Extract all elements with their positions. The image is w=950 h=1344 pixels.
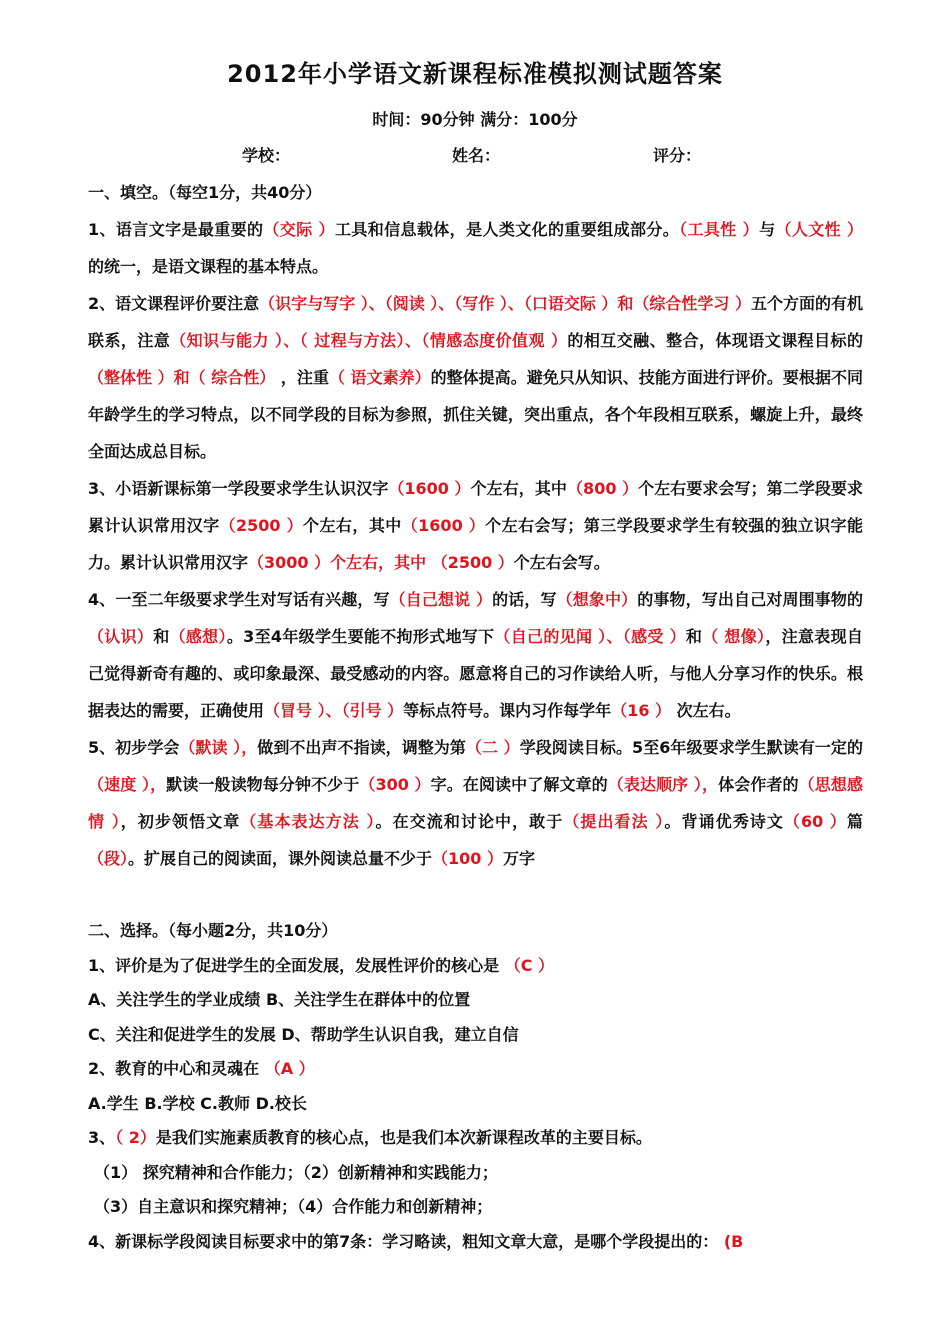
answer: （16 ） bbox=[611, 701, 672, 720]
answer: （ 语文素养） bbox=[328, 368, 431, 387]
fill-question-5: 5、初步学会（默读 ），做到不出声不指读，调整为第（二 ）学段阅读目标。5至6年级要求学生默读有一定的（速度 ），默读一般读物每分钟不少于（300 ）字。在阅读中了解文章的（表达顺序 ），体会作者的（思想感情 ），初步领悟文章（基本表达方法 ）。在交流和讨论中，敢于（提出看法 ）。背诵优秀诗文（60 ）篇（段）。扩展自己的阅读面，课外阅读总量不少于（100 ）万字 bbox=[88, 738, 863, 868]
choice-2-options: A.学生 B.学校 C.教师 D.校长 bbox=[88, 1093, 307, 1113]
answer: （2500 ） bbox=[219, 516, 304, 535]
school-label: 学校： bbox=[242, 146, 291, 165]
choice-1-options-b: C、关注和促进学生的发展 D、帮助学生认识自我，建立自信 bbox=[88, 1024, 519, 1044]
answer: （表达顺序 ）， bbox=[607, 775, 719, 794]
answer: （提出看法 ） bbox=[563, 812, 665, 831]
answer: （想象中） bbox=[556, 590, 638, 609]
answer-content bbox=[88, 174, 863, 1259]
score-label: 评分： bbox=[653, 146, 702, 165]
answer: （1600 ） bbox=[388, 479, 471, 498]
answer: (B bbox=[723, 1231, 744, 1251]
section-choice-heading: 二、选择。（每小题2分，共10分） bbox=[88, 921, 338, 940]
answer: （人文性 ） bbox=[775, 220, 863, 239]
exam-time-score: 时间：90分钟 满分：100分 bbox=[372, 110, 578, 129]
answer: （整体性 ）和（ 综合性） bbox=[88, 368, 276, 387]
answer: （交际 ） bbox=[263, 220, 335, 239]
answer: （800 ） bbox=[567, 479, 639, 498]
fill-question-4: 4、一至二年级要求学生对写话有兴趣，写（自己想说 ）的话，写（想象中）的事物，写出自己对周围事物的（认识）和（感想）。3至4年级学生要能不拘形式地写下（自己的见闻 ）、（感受 ）和（ 想像），注意表现自己觉得新奇有趣的、或印象最深、最受感动的内容。愿意将自己的习作读给人听，与他人分享习作的快乐。根据表达的需要，正确使用（冒号 ）、（引号 ）等标点符号。课内习作每学年（16 ） 次左右。 bbox=[88, 590, 863, 720]
answer: （3000 ）个左右，其中 （2500 ） bbox=[248, 553, 514, 572]
choice-question-3: 3、（ 2）是我们实施素质教育的核心点，也是我们本次新课程改革的主要目标。 bbox=[88, 1128, 652, 1147]
choice-3-options-a: （1） 探究精神和合作能力；（2）创新精神和实践能力； bbox=[94, 1162, 498, 1182]
choice-1-options-a: A、关注学生的学业成绩 B、关注学生在群体中的位置 bbox=[88, 990, 471, 1009]
answer: （冒号 ）、（引号 ） bbox=[264, 701, 404, 720]
answer: （段） bbox=[88, 849, 129, 868]
answer: （感想） bbox=[169, 627, 227, 646]
fill-question-1: 1、语言文字是最重要的（交际 ）工具和信息载体，是人类文化的重要组成部分。（工具性 ）与（人文性 ） 的统一，是语文课程的基本特点。 bbox=[88, 220, 863, 276]
answer: （1600 ） bbox=[401, 516, 486, 535]
answer: （工具性 ） bbox=[679, 220, 760, 239]
answer: （自己想说 ） bbox=[389, 590, 493, 609]
answer: （ 想像） bbox=[702, 627, 766, 646]
answer: （识字与写字 ）、（阅读 ）、（写作 ）、（口语交际 ）和（综合性学习 ） bbox=[259, 294, 751, 313]
answer: （C ） bbox=[504, 955, 555, 975]
choice-question-2: 2、教育的中心和灵魂在 （A ） bbox=[88, 1059, 315, 1078]
answer: （ 2） bbox=[115, 1128, 156, 1147]
answer: （二 ） bbox=[465, 738, 520, 757]
answer: （知识与能力 ）、（ 过程与方法）、（情感态度价值观 ） bbox=[170, 331, 568, 350]
answer: （自己的见闻 ）、（感受 ） bbox=[494, 627, 686, 646]
choice-section bbox=[88, 914, 863, 1259]
answer: （A ） bbox=[264, 1059, 315, 1078]
choice-question-1: 1、评价是为了促进学生的全面发展，发展性评价的核心是 （C ） bbox=[88, 955, 555, 975]
answer: （60 ） bbox=[783, 812, 847, 831]
fill-question-2: 2、语文课程评价要注意（识字与写字 ）、（阅读 ）、（写作 ）、（口语交际 ）和（综合性学习 ）五个方面的有机联系，注意（知识与能力 ）、（ 过程与方法）、（情感态度价值观 ）的相互交融、整合，体现语文课程目标的（整体性 ）和（ 综合性） ，注重（ 语文素养）的整体提高。避免只从知识、技能方面进行评价。要根据不同年龄学生的学习特点，以不同学段的目标为参照，抓住关键，突出重点，各个年段相互联系，螺旋上升，最终全面达成总目标。 bbox=[88, 294, 864, 461]
answer: （思想感情 ） bbox=[88, 775, 863, 831]
answer: （认识） bbox=[88, 627, 154, 646]
answer: （300 ） bbox=[359, 775, 431, 794]
answer: （默读 ）， bbox=[179, 738, 258, 757]
choice-question-4: 4、新课标学段阅读目标要求中的第7条：学习略读，粗知文章大意，是哪个学段提出的： (B bbox=[88, 1231, 744, 1251]
answer: （速度 ）， bbox=[88, 775, 167, 794]
answer: （100 ） bbox=[432, 849, 504, 868]
answer: （基本表达方法 ） bbox=[240, 812, 376, 831]
section-fill-heading: 一、填空。（每空1分，共40分） bbox=[88, 183, 322, 202]
name-label: 姓名： bbox=[452, 146, 501, 165]
section-gap bbox=[88, 877, 863, 914]
choice-3-options-b: （3）自主意识和探究精神；（4）合作能力和创新精神； bbox=[94, 1197, 493, 1216]
page-title: 2012年小学语文新课程标准模拟测试题答案 bbox=[227, 60, 723, 88]
fill-question-3: 3、小语新课标第一学段要求学生认识汉字（1600 ）个左右，其中（800 ）个左右要求会写；第二学段要求累计认识常用汉字（2500 ）个左右，其中（1600 ）个左右会写；第三学段要求学生有较强的独立识字能力。累计认识常用汉字（3000 ）个左右，其中 （2500 ）个左右会写。 bbox=[88, 479, 863, 572]
